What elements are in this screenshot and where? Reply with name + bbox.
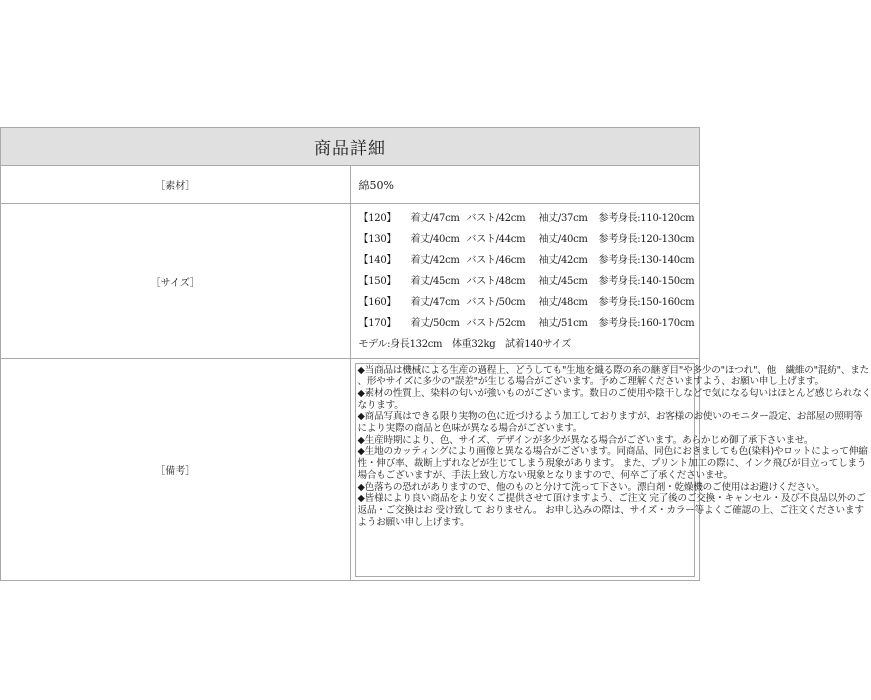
size-height: 参考身長:120-130cm: [598, 234, 695, 245]
size-tag: 【140】: [358, 255, 397, 266]
size-sleeve: 袖丈/40cm: [538, 234, 588, 245]
product-detail-table: [0, 127, 871, 581]
size-sleeve: 袖丈/45cm: [538, 276, 588, 287]
size-line: [359, 233, 700, 247]
note-line: 返品・ご交換はお 受け致して おりません。 お申し込みの際は、サイズ・カラー等よくご確認の上、ご注文くださいます: [357, 504, 864, 516]
size-height: 参考身長:150-160cm: [598, 297, 695, 308]
note-line: ◆生産時期により、色、サイズ、デザインが多少が異なる場合がございます。あらかじめ御了承下さいませ。: [357, 434, 814, 446]
note-line: なります。: [357, 399, 404, 411]
size-sleeve: 袖丈/42cm: [538, 255, 588, 266]
notes-label: ［備考］: [1, 359, 351, 581]
note-line: ◆生地のカッティングにより画像と異なる場合がございます。同商品、同色におきましても色(染料)やロットによって伸縮: [357, 446, 868, 458]
size-tag: 【130】: [358, 234, 397, 245]
note-line: ◆素材の性質上、染料の匂いが強いものがございます。数日のご使用や陰干しなどで気になる匂いはほとんど感じられなく: [357, 387, 871, 399]
size-row: [1, 204, 700, 359]
note-line: ◆皆様により良い商品をより安くご提供させて頂けますよう、ご注文 完了後のご交換・キャンセル・及び不良品以外のご: [357, 493, 866, 505]
note-line: 場合もございますが、手法上致し方ない現象となりますので、何卒ご了承くださいませ。: [357, 469, 733, 481]
size-line: [359, 212, 700, 226]
size-label: ［サイズ］: [1, 204, 351, 359]
size-length: 着丈/47cm: [410, 297, 460, 308]
size-sleeve: 袖丈/37cm: [538, 213, 588, 224]
size-sleeve: 袖丈/51cm: [538, 318, 588, 329]
size-bust: バスト/46cm: [466, 255, 526, 266]
note-line: により実際の商品と色味が異なる場合がございます。: [357, 423, 583, 435]
notes-box: [355, 363, 871, 577]
size-height: 参考身長:160-170cm: [598, 318, 695, 329]
size-bust: バスト/44cm: [466, 234, 526, 245]
note-line: ◆商品写真はできる限り実物の色に近づけるよう加工しておりますが、お客様のお使いのモニター設定、お部屋の照明等: [357, 411, 863, 423]
size-bust: バスト/42cm: [466, 213, 526, 224]
size-line: [359, 296, 700, 310]
note-line: 、形やサイズに多少の"誤差"が生じる場合がございます。予めご理解くださいますよう、お願い申し上げます。: [357, 376, 824, 388]
size-length: 着丈/47cm: [410, 213, 460, 224]
note-line: 性・伸び率、裁断上ずれなどが生じてしまう現象があります。 また、プリント加工の際に、インク飛びが目立ってしまう: [357, 458, 867, 470]
size-length: 着丈/40cm: [410, 234, 460, 245]
note-line: ◆色落ちの恐れがありますので、他のものと分けて洗って下さい。漂白剤・乾燥機のご使用はお避けください。: [357, 481, 825, 493]
size-tag: 【160】: [358, 297, 397, 308]
size-height: 参考身長:130-140cm: [598, 255, 695, 266]
material-value: 綿50%: [350, 166, 700, 204]
size-bust: バスト/52cm: [466, 318, 526, 329]
notes-row: [1, 359, 700, 581]
note-line: ◆当商品は機械による生産の過程上、どうしても"生地を織る際の糸の継ぎ目"や多少の"ほつれ"、他 繊維の"混紡"、また: [357, 364, 870, 376]
size-length: 着丈/50cm: [410, 318, 460, 329]
size-length: 着丈/45cm: [410, 276, 460, 287]
size-tag: 【150】: [358, 276, 397, 287]
model-note: モデル:身長132cm 体重32kg 試着140サイズ: [358, 339, 571, 350]
size-line: [359, 275, 700, 289]
size-bust: バスト/48cm: [466, 276, 526, 287]
size-height: 参考身長:110-120cm: [598, 213, 695, 224]
size-line: [359, 254, 700, 268]
size-list: [359, 204, 700, 358]
size-height: 参考身長:140-150cm: [598, 276, 695, 287]
size-bust: バスト/50cm: [466, 297, 526, 308]
note-line: ようお願い申し上げます。: [357, 516, 470, 528]
size-length: 着丈/42cm: [410, 255, 460, 266]
size-tag: 【120】: [358, 213, 397, 224]
size-line: [359, 317, 700, 331]
material-row: [1, 166, 700, 204]
table-title: 商品詳細: [1, 128, 700, 166]
size-tag: 【170】: [358, 318, 397, 329]
material-label: ［素材］: [1, 166, 351, 204]
size-sleeve: 袖丈/48cm: [538, 297, 588, 308]
